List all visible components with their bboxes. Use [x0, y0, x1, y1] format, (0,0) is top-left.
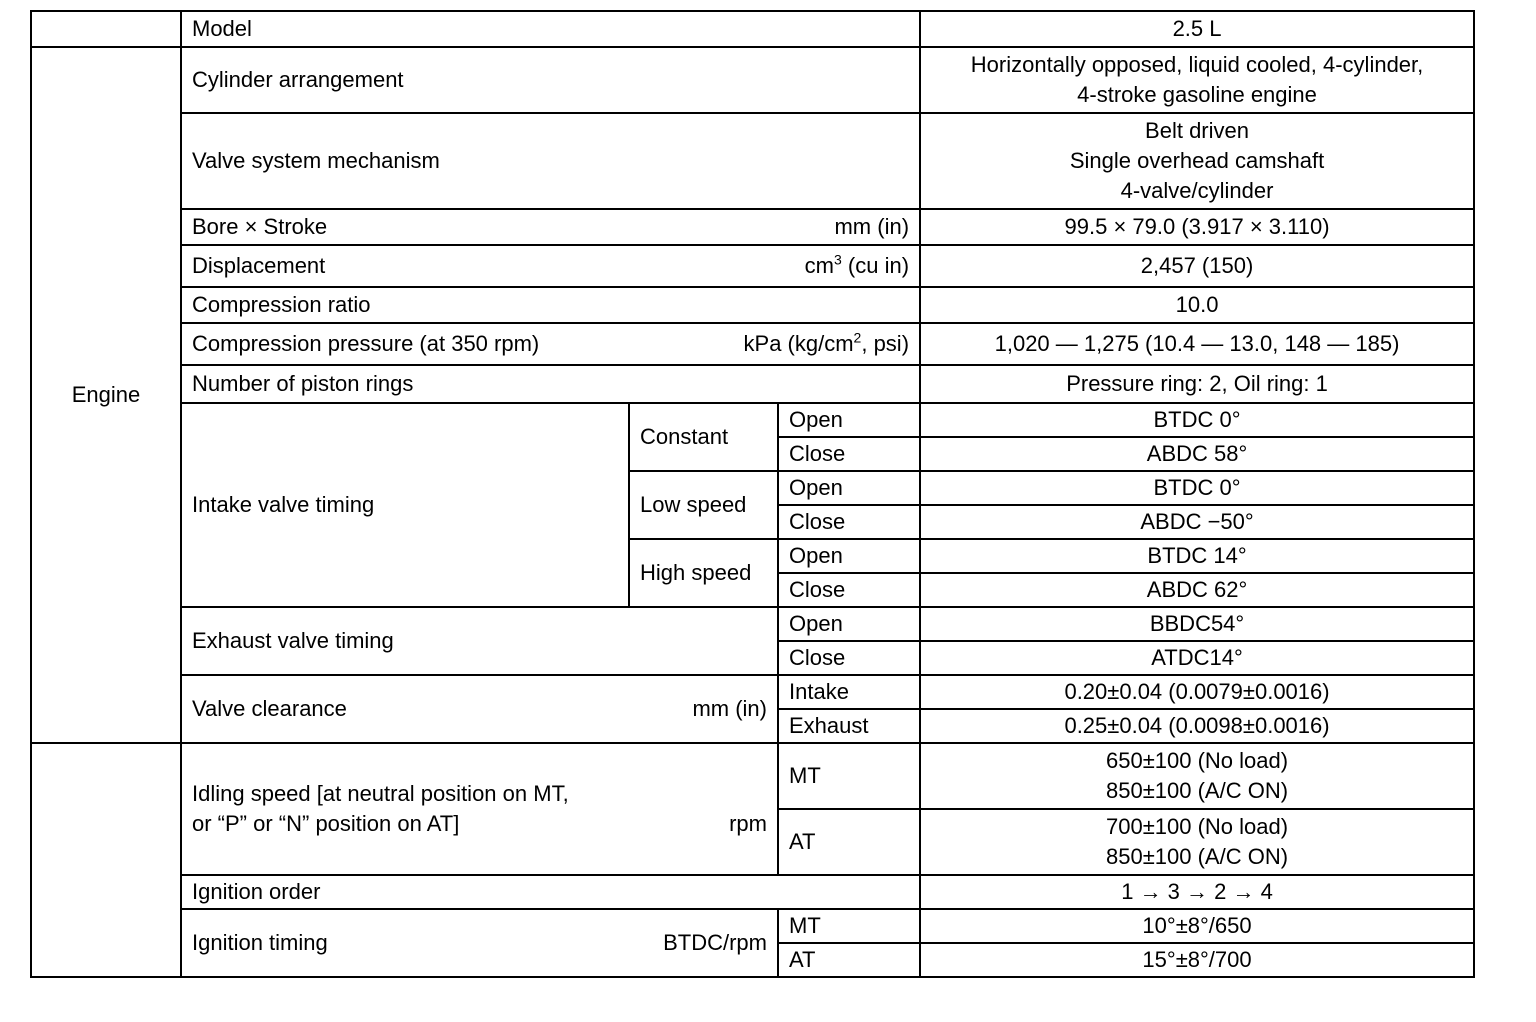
compression-pressure-unit: [744, 329, 910, 359]
displacement-unit: [805, 251, 909, 281]
idling-mt-label: MT: [778, 743, 920, 809]
displacement-unit-sup: 3: [833, 251, 842, 268]
compression-ratio-label: Compression ratio: [181, 287, 920, 323]
idling-at-label: AT: [778, 809, 920, 875]
valve-system-row: [31, 113, 1474, 209]
ignition-timing-unit: BTDC/rpm: [663, 930, 767, 955]
ignition-timing-mt-label: MT: [778, 909, 920, 943]
piston-rings-label: Number of piston rings: [181, 365, 920, 403]
intake-high-label: High speed: [629, 539, 778, 607]
compression-ratio-value: 10.0: [920, 287, 1474, 323]
bore-label: Bore × Stroke: [192, 214, 328, 239]
bore-value: 99.5 × 79.0 (3.917 × 3.110): [920, 209, 1474, 245]
model-row: [31, 11, 1474, 47]
exhaust-close-label: Close: [778, 641, 920, 675]
idling-mt-value-line-1: 650±100 (No load): [1105, 748, 1289, 773]
corner-cell: [31, 11, 181, 47]
idling-at-value-line-2: 850±100 (A/C ON): [1106, 844, 1289, 869]
engine-spec-table: [30, 10, 1475, 978]
ignition-timing-at-value: 15°±8°/700: [920, 943, 1474, 977]
cylinder-value-line-2: 4-stroke gasoline engine: [1077, 82, 1317, 107]
displacement-value: 2,457 (150): [920, 245, 1474, 287]
idling-mt-value-line-2: 850±100 (A/C ON): [1106, 778, 1289, 803]
displacement-unit-pre: cm: [804, 253, 834, 278]
exhaust-open-value: BBDC54°: [920, 607, 1474, 641]
valve-clearance-label-cell: [181, 675, 778, 743]
intake-constant-open-row: [31, 403, 1474, 437]
intake-high-close-value: ABDC 62°: [920, 573, 1474, 607]
ignition-timing-mt-row: [31, 909, 1474, 943]
idling-label-line-1: Idling speed [at neutral position on MT,: [192, 781, 569, 806]
intake-low-open-label: Open: [778, 471, 920, 505]
piston-rings-value: Pressure ring: 2, Oil ring: 1: [920, 365, 1474, 403]
intake-constant-open-value: BTDC 0°: [920, 403, 1474, 437]
compression-pressure-label: Compression pressure (at 350 rpm): [192, 331, 540, 356]
valve-clearance-exhaust-value: 0.25±0.04 (0.0098±0.0016): [920, 709, 1474, 743]
valve-clearance-intake-row: [31, 675, 1474, 709]
intake-low-label: Low speed: [629, 471, 778, 539]
intake-low-close-value: ABDC −50°: [920, 505, 1474, 539]
compression-pressure-value: 1,020 — 1,275 (10.4 — 13.0, 148 — 185): [920, 323, 1474, 365]
intake-high-open-value: BTDC 14°: [920, 539, 1474, 573]
compression-pressure-label-cell: [181, 323, 920, 365]
valve-clearance-intake-label: Intake: [778, 675, 920, 709]
valve-system-line-3: 4-valve/cylinder: [1120, 178, 1274, 203]
idling-unit: rpm: [729, 811, 767, 836]
exhaust-timing-label: Exhaust valve timing: [181, 607, 778, 675]
valve-clearance-unit: mm (in): [692, 696, 767, 721]
intake-high-close-label: Close: [778, 573, 920, 607]
cylinder-value-line-1: Horizontally opposed, liquid cooled, 4-cylinder,: [970, 52, 1424, 77]
valve-clearance-exhaust-label: Exhaust: [778, 709, 920, 743]
valve-system-line-1: Belt driven: [1145, 118, 1249, 143]
displacement-label: Displacement: [192, 253, 326, 278]
intake-timing-label: Intake valve timing: [181, 403, 629, 607]
compression-pressure-unit-post: , psi): [861, 331, 910, 356]
exhaust-close-value: ATDC14°: [920, 641, 1474, 675]
model-label: Model: [181, 11, 920, 47]
intake-constant-label: Constant: [629, 403, 778, 471]
exhaust-open-row: [31, 607, 1474, 641]
piston-rings-row: [31, 365, 1474, 403]
valve-system-value: [920, 113, 1474, 209]
intake-low-close-label: Close: [778, 505, 920, 539]
model-value: 2.5 L: [920, 11, 1474, 47]
valve-clearance-label: Valve clearance: [192, 696, 347, 721]
ignition-timing-at-label: AT: [778, 943, 920, 977]
cylinder-row: [31, 47, 1474, 113]
intake-low-open-value: BTDC 0°: [920, 471, 1474, 505]
idling-label-line-2: or “P” or “N” position on AT]: [192, 811, 460, 836]
valve-system-line-2: Single overhead camshaft: [1069, 148, 1325, 173]
valve-clearance-intake-value: 0.20±0.04 (0.0079±0.0016): [920, 675, 1474, 709]
idling-mt-value: [920, 743, 1474, 809]
ignition-timing-label: Ignition timing: [192, 930, 328, 955]
idling-at-value-line-1: 700±100 (No load): [1105, 814, 1289, 839]
ignition-order-row: [31, 875, 1474, 909]
displacement-unit-post: (cu in): [841, 253, 910, 278]
idling-at-value: [920, 809, 1474, 875]
compression-pressure-unit-sup: 2: [853, 329, 862, 346]
idling-mt-row: [31, 743, 1474, 809]
exhaust-open-label: Open: [778, 607, 920, 641]
ignition-timing-label-cell: [181, 909, 778, 977]
bore-unit: mm (in): [834, 214, 910, 239]
intake-high-open-label: Open: [778, 539, 920, 573]
valve-system-label: Valve system mechanism: [181, 113, 920, 209]
intake-constant-close-label: Close: [778, 437, 920, 471]
compression-pressure-unit-pre: kPa (kg/cm: [743, 331, 854, 356]
intake-constant-close-value: ABDC 58°: [920, 437, 1474, 471]
compression-pressure-row: [31, 323, 1474, 365]
idling-label-cell: [181, 743, 778, 875]
ignition-order-label: Ignition order: [181, 875, 920, 909]
cylinder-label: Cylinder arrangement: [181, 47, 920, 113]
engine-label: Engine: [31, 47, 181, 743]
intake-constant-open-label: Open: [778, 403, 920, 437]
bore-row: [31, 209, 1474, 245]
displacement-row: [31, 245, 1474, 287]
cylinder-value: [920, 47, 1474, 113]
ignition-order-value: 1 → 3 → 2 → 4: [920, 875, 1474, 909]
ignition-timing-mt-value: 10°±8°/650: [920, 909, 1474, 943]
bore-label-cell: [181, 209, 920, 245]
engine-label-spacer: [31, 743, 181, 977]
compression-ratio-row: [31, 287, 1474, 323]
displacement-label-cell: [181, 245, 920, 287]
